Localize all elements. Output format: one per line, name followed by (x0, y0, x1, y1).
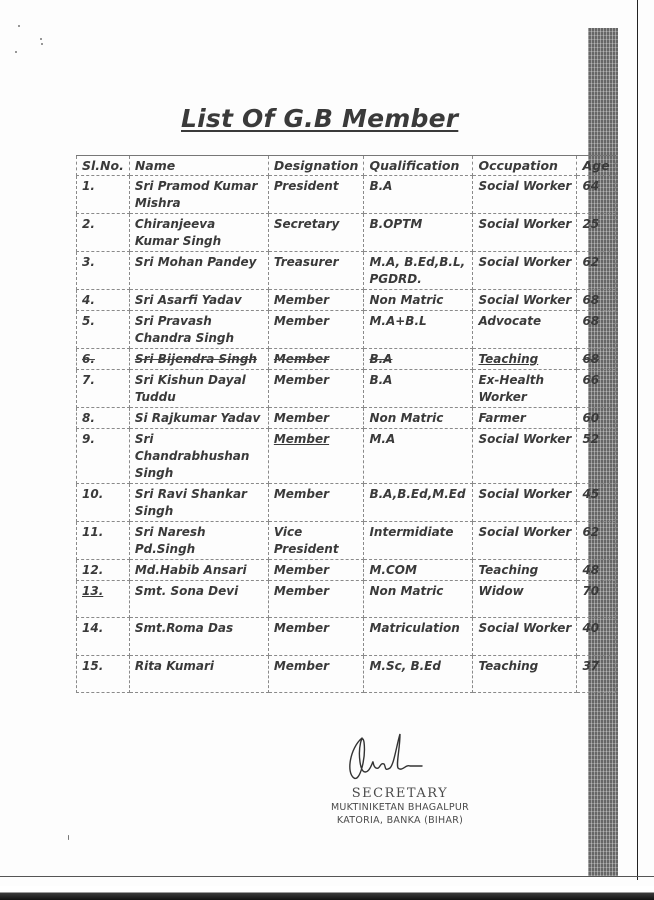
cell-designation (268, 349, 364, 370)
cell-designation-text: Member (273, 487, 330, 501)
cell-qualification (364, 252, 473, 290)
cell-name-text: Md.Habib Ansari (134, 563, 247, 577)
cell-sl-no-text: 4. (82, 293, 95, 307)
cell-name (129, 560, 268, 581)
cell-designation-text: Member (273, 621, 330, 635)
table-row (77, 252, 616, 290)
cell-occupation-text: Social Worker (478, 293, 572, 307)
cell-name (129, 581, 268, 618)
cell-occupation-text: Social Worker (478, 255, 572, 269)
cell-name (129, 311, 268, 349)
cell-age (577, 408, 615, 429)
cell-sl-no-text: 5. (82, 314, 95, 328)
scan-speck (68, 835, 69, 840)
cell-age (577, 429, 615, 484)
cell-name (129, 429, 268, 484)
cell-qualification (364, 214, 473, 252)
table-row (77, 656, 616, 693)
cell-designation (268, 408, 364, 429)
table-row (77, 484, 616, 522)
cell-sl-no (77, 581, 130, 618)
cell-name-text: Smt.Roma Das (134, 621, 234, 635)
cell-name-text: Sri Asarfi Yadav (134, 293, 242, 307)
scan-speck (40, 38, 42, 40)
cell-name-text: Chiranjeeva Kumar Singh (134, 217, 222, 248)
page-edge-line (637, 0, 638, 880)
secretary-stamp (300, 786, 500, 827)
table-row (77, 429, 616, 484)
cell-name (129, 522, 268, 560)
cell-age-text: 40 (582, 621, 600, 635)
cell-occupation (473, 581, 577, 618)
scan-speck (18, 25, 20, 27)
cell-sl-no-text: 12. (82, 563, 104, 577)
cell-name-text: Sri Naresh Pd.Singh (134, 525, 206, 556)
cell-occupation-text: Social Worker (478, 217, 572, 231)
header-name: Name (129, 156, 268, 176)
cell-designation-text: Treasurer (273, 255, 339, 269)
cell-name (129, 656, 268, 693)
cell-name-text: Sri Kishun Dayal Tuddu (134, 373, 246, 404)
cell-occupation (473, 252, 577, 290)
header-sl-no: Sl.No. (77, 156, 130, 176)
table-header-row (77, 156, 616, 176)
cell-qualification (364, 408, 473, 429)
cell-age-text: 37 (582, 659, 600, 673)
cell-sl-no (77, 349, 130, 370)
cell-occupation (473, 290, 577, 311)
table-row (77, 349, 616, 370)
cell-designation (268, 214, 364, 252)
table-row (77, 214, 616, 252)
cell-sl-no-text: 13. (82, 584, 104, 598)
cell-designation (268, 656, 364, 693)
cell-qualification-text: M.A+B.L (369, 314, 427, 328)
cell-age (577, 581, 615, 618)
cell-name-text: Sri Pramod Kumar Mishra (134, 179, 258, 210)
cell-qualification (364, 581, 473, 618)
cell-age-text: 64 (582, 179, 600, 193)
table-row (77, 560, 616, 581)
cell-designation-text: Member (273, 411, 330, 425)
cell-occupation-text: Social Worker (478, 179, 572, 193)
cell-name-text: Sri Ravi Shankar Singh (134, 487, 247, 518)
cell-qualification-text: Matriculation (369, 621, 460, 635)
cell-occupation-text: Teaching (478, 659, 539, 673)
cell-qualification-text: B.A (369, 179, 393, 193)
cell-occupation-text: Social Worker (478, 525, 572, 539)
cell-name (129, 252, 268, 290)
cell-qualification (364, 429, 473, 484)
cell-designation (268, 311, 364, 349)
cell-sl-no-text: 11. (82, 525, 104, 539)
cell-age (577, 656, 615, 693)
cell-occupation-text: Widow (478, 584, 524, 598)
cell-occupation-text: Social Worker (478, 621, 572, 635)
cell-sl-no-text: 3. (82, 255, 95, 269)
cell-name (129, 214, 268, 252)
cell-designation (268, 370, 364, 408)
cell-designation-text: Member (273, 373, 330, 387)
table-row (77, 408, 616, 429)
cell-designation (268, 560, 364, 581)
members-table (76, 155, 616, 693)
cell-age-text: 62 (582, 255, 600, 269)
cell-qualification-text: M.COM (369, 563, 417, 577)
cell-name-text: Si Rajkumar Yadav (134, 411, 261, 425)
header-age: Age (577, 156, 615, 176)
cell-sl-no (77, 370, 130, 408)
cell-designation-text: Member (273, 293, 330, 307)
cell-qualification-text: Non Matric (369, 411, 444, 425)
cell-age (577, 176, 615, 214)
cell-sl-no (77, 484, 130, 522)
cell-sl-no-text: 6. (82, 352, 95, 366)
cell-name (129, 349, 268, 370)
cell-sl-no (77, 618, 130, 656)
cell-occupation (473, 349, 577, 370)
cell-age-text: 52 (582, 432, 600, 446)
cell-qualification (364, 290, 473, 311)
header-designation: Designation (268, 156, 364, 176)
cell-age-text: 48 (582, 563, 600, 577)
cell-designation-text: Member (273, 659, 330, 673)
cell-sl-no-text: 10. (82, 487, 104, 501)
cell-sl-no (77, 656, 130, 693)
cell-designation-text: Member (273, 584, 330, 598)
cell-age-text: 68 (582, 293, 600, 307)
cell-sl-no-text: 9. (82, 432, 95, 446)
cell-name (129, 176, 268, 214)
cell-name-text: Sri Chandrabhushan Singh (134, 432, 250, 480)
cell-name-text: Rita Kumari (134, 659, 215, 673)
cell-age-text: 68 (582, 314, 600, 328)
cell-designation (268, 484, 364, 522)
cell-occupation (473, 618, 577, 656)
cell-age (577, 560, 615, 581)
cell-age-text: 60 (582, 411, 600, 425)
cell-age (577, 290, 615, 311)
signature (340, 728, 430, 786)
cell-qualification-text: B.A (369, 352, 393, 366)
cell-age-text: 66 (582, 373, 600, 387)
cell-name (129, 484, 268, 522)
cell-sl-no (77, 176, 130, 214)
table-row (77, 618, 616, 656)
cell-name-text: Sri Bijendra Singh (134, 352, 257, 366)
cell-occupation (473, 311, 577, 349)
cell-name-text: Sri Pravash Chandra Singh (134, 314, 235, 345)
cell-age (577, 349, 615, 370)
table-row (77, 290, 616, 311)
cell-age (577, 311, 615, 349)
table-row (77, 311, 616, 349)
cell-occupation-text: Teaching (478, 352, 539, 366)
cell-sl-no (77, 252, 130, 290)
cell-sl-no (77, 290, 130, 311)
cell-name (129, 290, 268, 311)
cell-designation (268, 522, 364, 560)
cell-occupation-text: Advocate (478, 314, 542, 328)
cell-occupation (473, 176, 577, 214)
page-title: List Of G.B Member (181, 104, 459, 133)
cell-designation-text: Vice President (273, 525, 339, 556)
cell-designation (268, 618, 364, 656)
cell-name (129, 408, 268, 429)
cell-designation-text: Member (273, 352, 330, 366)
cell-age-text: 70 (582, 584, 600, 598)
cell-qualification-text: M.Sc, B.Ed (369, 659, 441, 673)
cell-name-text: Sri Mohan Pandey (134, 255, 257, 269)
cell-occupation (473, 560, 577, 581)
cell-occupation-text: Ex-Health Worker (478, 373, 545, 404)
cell-name-text: Smt. Sona Devi (134, 584, 239, 598)
cell-age-text: 68 (582, 352, 600, 366)
cell-sl-no-text: 1. (82, 179, 95, 193)
cell-occupation-text: Teaching (478, 563, 539, 577)
cell-designation (268, 290, 364, 311)
table-row (77, 176, 616, 214)
cell-designation-text: President (273, 179, 339, 193)
cell-designation-text: Member (273, 563, 330, 577)
cell-age (577, 214, 615, 252)
cell-sl-no-text: 8. (82, 411, 95, 425)
cell-designation (268, 252, 364, 290)
stamp-organization: MUKTINIKETAN BHAGALPUR (330, 802, 470, 813)
scan-speck (15, 51, 17, 53)
cell-designation (268, 429, 364, 484)
cell-sl-no-text: 7. (82, 373, 95, 387)
cell-occupation (473, 429, 577, 484)
cell-name (129, 370, 268, 408)
table-row (77, 370, 616, 408)
stamp-title: SECRETARY (351, 786, 449, 801)
table-row (77, 581, 616, 618)
cell-occupation (473, 408, 577, 429)
cell-age-text: 25 (582, 217, 600, 231)
cell-designation-text: Secretary (273, 217, 340, 231)
cell-qualification-text: M.A, B.Ed,B.L, PGDRD. (369, 255, 466, 286)
cell-occupation (473, 214, 577, 252)
cell-age-text: 62 (582, 525, 600, 539)
cell-occupation (473, 370, 577, 408)
cell-qualification (364, 522, 473, 560)
cell-designation (268, 176, 364, 214)
cell-sl-no-text: 2. (82, 217, 95, 231)
table-row (77, 522, 616, 560)
cell-occupation (473, 522, 577, 560)
cell-sl-no (77, 560, 130, 581)
cell-name (129, 618, 268, 656)
cell-occupation (473, 484, 577, 522)
cell-qualification-text: B.A (369, 373, 393, 387)
cell-age (577, 522, 615, 560)
cell-qualification-text: M.A (369, 432, 396, 446)
cell-age (577, 484, 615, 522)
cell-qualification-text: B.OPTM (369, 217, 423, 231)
cell-sl-no (77, 522, 130, 560)
cell-qualification (364, 560, 473, 581)
scan-speck (41, 43, 43, 45)
cell-qualification (364, 484, 473, 522)
cell-qualification (364, 349, 473, 370)
cell-qualification-text: B.A,B.Ed,M.Ed (369, 487, 466, 501)
cell-qualification (364, 176, 473, 214)
cell-qualification-text: Intermidiate (369, 525, 454, 539)
cell-age (577, 252, 615, 290)
cell-occupation-text: Social Worker (478, 487, 572, 501)
stamp-address: KATORIA, BANKA (BIHAR) (336, 815, 464, 826)
cell-age (577, 370, 615, 408)
scanner-bottom-edge (0, 886, 654, 900)
page-bottom-line (0, 876, 654, 877)
cell-designation-text: Member (273, 314, 330, 328)
cell-qualification (364, 618, 473, 656)
cell-qualification (364, 370, 473, 408)
cell-occupation (473, 656, 577, 693)
header-qualification: Qualification (364, 156, 473, 176)
cell-occupation-text: Farmer (478, 411, 526, 425)
cell-qualification (364, 656, 473, 693)
cell-sl-no (77, 214, 130, 252)
cell-sl-no (77, 311, 130, 349)
cell-age-text: 45 (582, 487, 600, 501)
cell-qualification (364, 311, 473, 349)
cell-designation-text: Member (273, 432, 330, 446)
cell-sl-no (77, 408, 130, 429)
cell-sl-no-text: 15. (82, 659, 104, 673)
cell-occupation-text: Social Worker (478, 432, 572, 446)
cell-designation (268, 581, 364, 618)
cell-age (577, 618, 615, 656)
cell-qualification-text: Non Matric (369, 584, 444, 598)
header-occupation: Occupation (473, 156, 577, 176)
cell-sl-no (77, 429, 130, 484)
cell-sl-no-text: 14. (82, 621, 104, 635)
cell-qualification-text: Non Matric (369, 293, 444, 307)
